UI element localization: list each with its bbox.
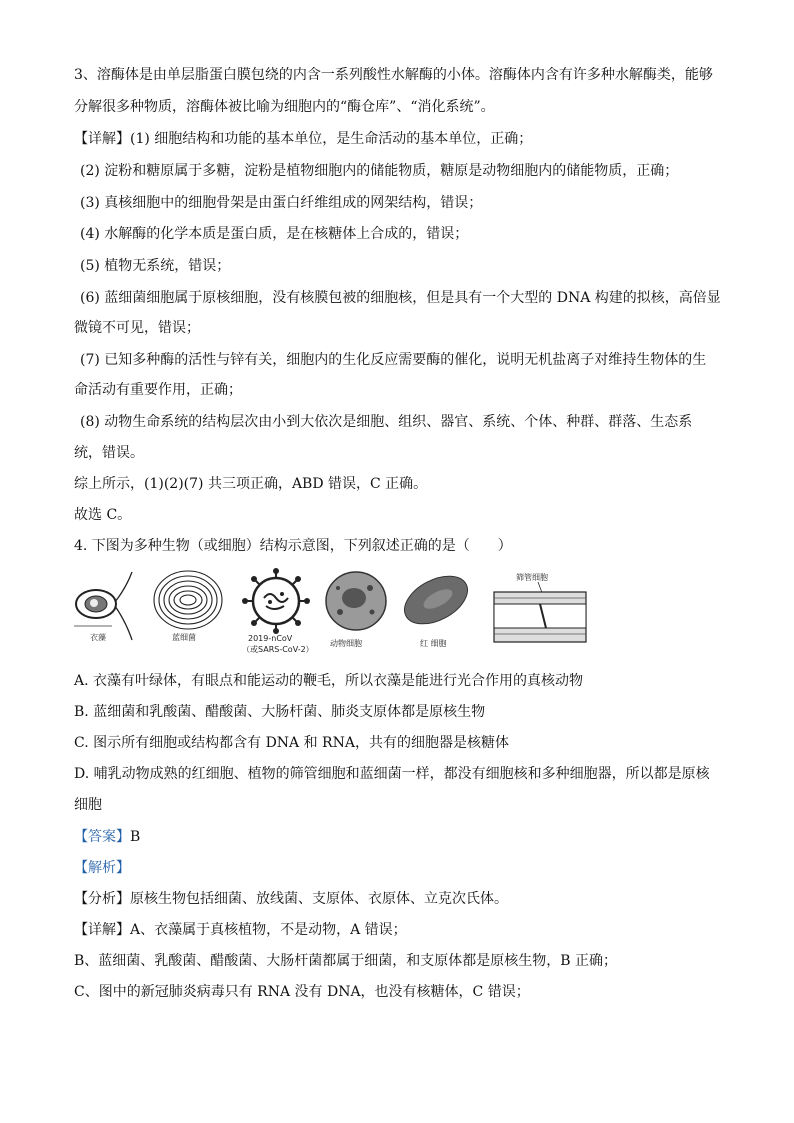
coronavirus-illustration bbox=[236, 568, 316, 658]
sieve-tube-cell-illustration bbox=[492, 568, 588, 658]
figure-label: 红 细胞 bbox=[420, 639, 447, 648]
analysis-label: 【解析】 bbox=[74, 860, 130, 876]
analysis-line: 【详解】A、衣藻属于真核植物，不是动物，A 错误； bbox=[74, 922, 407, 938]
chlamydomonas-illustration bbox=[68, 568, 148, 658]
answer-line bbox=[74, 827, 140, 847]
figure-label: 蓝细菌 bbox=[172, 633, 196, 642]
figure-label: 2019-nCoV bbox=[248, 634, 293, 643]
red-blood-cell-illustration bbox=[398, 568, 474, 658]
option-d: D. 哺乳动物成熟的红细胞、植物的筛管细胞和蓝细菌一样，都没有细胞核和多种细胞器，所以都是原核 bbox=[74, 766, 710, 782]
option-d-continued: 细胞 bbox=[74, 797, 102, 813]
option-c: C. 图示所有细胞或结构都含有 DNA 和 RNA，共有的细胞器是核糖体 bbox=[74, 735, 509, 751]
answer-label: 【答案】 bbox=[74, 829, 130, 845]
text-line: 3、溶酶体是由单层脂蛋白膜包绕的内含一系列酸性水解酶的小体。溶酶体内含有许多种水解酶类，能够 bbox=[74, 67, 713, 83]
text-line: (2) 淀粉和糖原属于多糖，淀粉是植物细胞内的储能物质，糖原是动物细胞内的储能物质，正确； bbox=[80, 163, 679, 179]
organisms-figure bbox=[68, 568, 598, 658]
answer-value: B bbox=[130, 829, 141, 845]
text-line: (4) 水解酶的化学本质是蛋白质，是在核糖体上合成的，错误； bbox=[80, 226, 469, 242]
figure-label: （或SARS-CoV-2） bbox=[242, 645, 314, 654]
analysis-line: B、蓝细菌、乳酸菌、醋酸菌、大肠杆菌都属于细菌，和支原体都是原核生物，B 正确； bbox=[74, 953, 618, 969]
option-a: A. 衣藻有叶绿体，有眼点和能运动的鞭毛，所以衣藻是能进行光合作用的真核动物 bbox=[74, 673, 584, 689]
question-stem: 4. 下图为多种生物（或细胞）结构示意图，下列叙述正确的是（ ） bbox=[74, 538, 512, 554]
text-line: (5) 植物无系统，错误； bbox=[80, 258, 231, 274]
text-line: (7) 已知多种酶的活性与锌有关，细胞内的生化反应需要酶的催化，说明无机盐离子对维持生物体的生 bbox=[80, 352, 707, 368]
text-line: 统，错误。 bbox=[74, 445, 144, 461]
animal-cell-illustration bbox=[318, 568, 394, 658]
text-line: 微镜不可见，错误； bbox=[74, 320, 200, 336]
option-b: B. 蓝细菌和乳酸菌、醋酸菌、大肠杆菌、肺炎支原体都是原核生物 bbox=[74, 704, 486, 720]
figure-label: 衣藻 bbox=[90, 633, 106, 642]
text-line: (3) 真核细胞中的细胞骨架是由蛋白纤维组成的网架结构，错误； bbox=[80, 195, 483, 211]
figure-label: 筛管细胞 bbox=[516, 573, 548, 582]
text-line: (8) 动物生命系统的结构层次由小到大依次是细胞、组织、器官、系统、个体、种群、群落、生态系 bbox=[80, 414, 693, 430]
text-line: 分解很多种物质，溶酶体被比喻为细胞内的“酶仓库”、“消化系统”。 bbox=[74, 99, 495, 115]
text-line: 故选 C。 bbox=[74, 507, 132, 523]
figure-label: 动物细胞 bbox=[330, 639, 362, 648]
cyanobacteria-illustration bbox=[150, 568, 226, 658]
analysis-line: 【分析】原核生物包括细菌、放线菌、支原体、衣原体、立克次氏体。 bbox=[74, 891, 508, 907]
analysis-line: C、图中的新冠肺炎病毒只有 RNA 没有 DNA，也没有核糖体，C 错误； bbox=[74, 984, 530, 1000]
text-line: 【详解】(1) 细胞结构和功能的基本单位，是生命活动的基本单位，正确； bbox=[74, 131, 533, 147]
text-line: 命活动有重要作用，正确； bbox=[74, 382, 242, 398]
text-line: (6) 蓝细菌细胞属于原核细胞，没有核膜包被的细胞核，但是具有一个大型的 DNA 构建的拟核，高倍显 bbox=[80, 290, 721, 306]
text-line: 综上所示，(1)(2)(7) 共三项正确，ABD 错误，C 正确。 bbox=[74, 476, 428, 492]
